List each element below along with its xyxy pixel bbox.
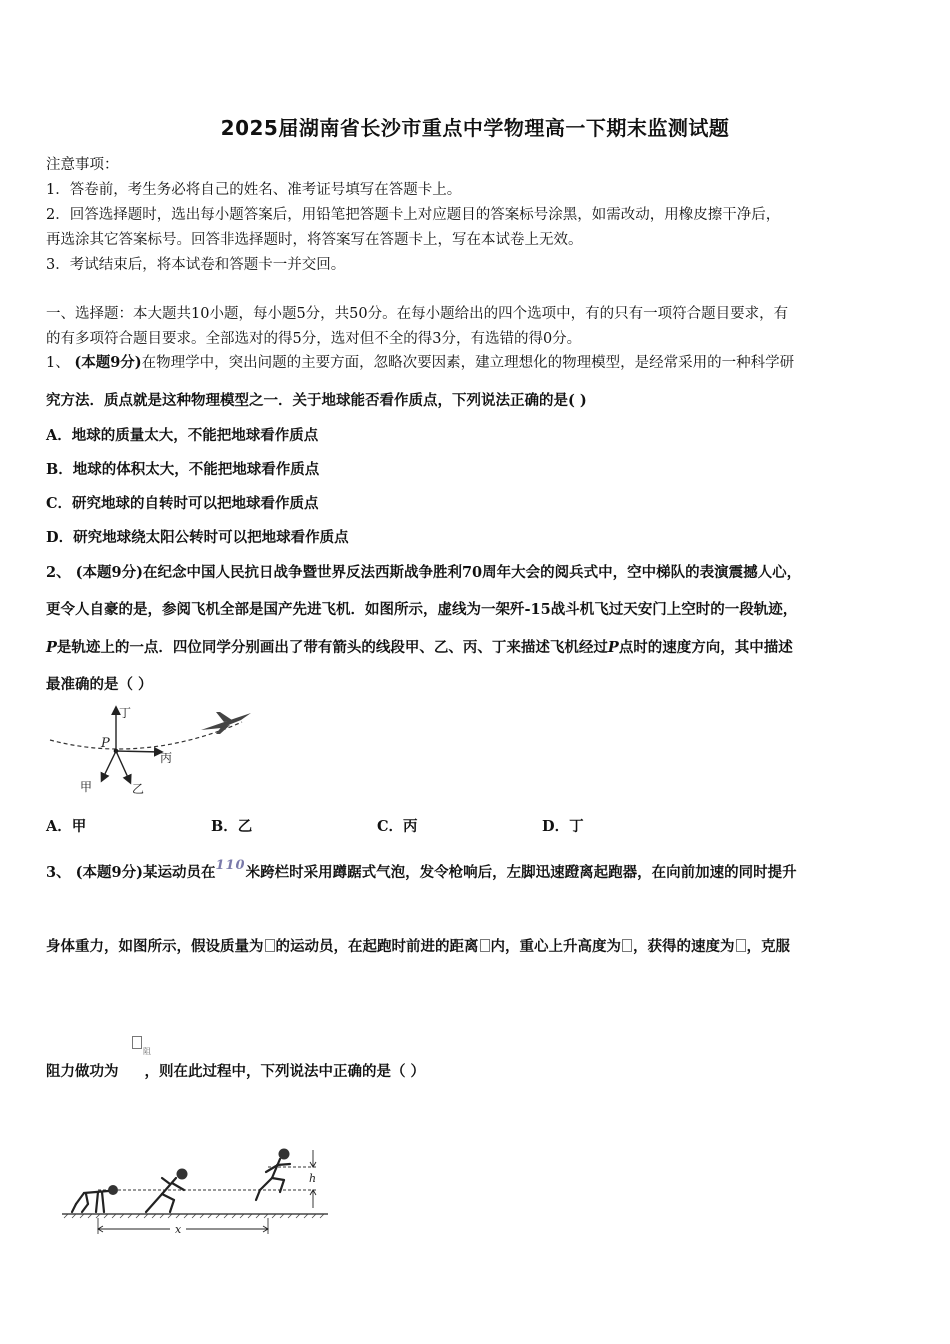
q1-number: 1、 <box>46 355 70 371</box>
section-intro-line: 一、选择题：本大题共10小题，每小题5分，共50分。在每小题给出的四个选项中，有的只有一项符合题目要求，有 <box>46 306 789 322</box>
formula-placeholder-v <box>736 939 746 952</box>
formula-placeholder-w <box>131 1033 151 1056</box>
label-ding: 丁 <box>119 706 132 720</box>
sprinter-crouch <box>72 1185 118 1212</box>
q1-stem-line <box>46 351 794 372</box>
q2-option-b: B．乙 <box>211 818 253 835</box>
section-intro-line: 的有多项符合题目要求。全部选对的得5分，选对但不全的得3分，有选错的得0分。 <box>46 331 582 347</box>
jet-icon <box>201 712 251 734</box>
formula-placeholder-m <box>265 939 275 952</box>
q2-stem-line: P是轨迹上的一点．四位同学分别画出了带有箭头的线段甲、乙、丙、丁来描述飞机经过P点时的速度方向，其中描述 <box>46 639 793 656</box>
q2-stem-line: 最准确的是（ ） <box>46 676 153 693</box>
q2-stem-line: 更令人自豪的是，参阅飞机全部是国产先进飞机．如图所示，虚线为一架歼-15战斗机飞过天安门上空时的一段轨迹， <box>46 601 798 618</box>
notice-item: 再选涂其它答案标号。回答非选择题时，将答案写在答题卡上，写在本试卷上无效。 <box>46 232 583 248</box>
q2-option-c: C．丙 <box>377 818 418 835</box>
label-p: P <box>101 736 110 751</box>
label-yi: 乙 <box>132 782 145 796</box>
sprinter-pushoff <box>146 1169 188 1213</box>
q3-stem-line: 身体重力，如图所示，假设质量为 的运动员，在起跑时前进的距离 内，重心上升高度为 ，获得的速度为 ，克服 <box>46 938 790 955</box>
work-subscript: 阻 <box>143 1047 151 1056</box>
notice-item: 2．回答选择题时，选出每小题答案后，用铅笔把答题卡上对应题目的答案标号涂黑，如需改动，用橡皮擦干净后， <box>46 207 781 223</box>
q3-stem-line: 阻力做功为 ，则在此过程中，下列说法中正确的是（ ） <box>46 1063 426 1080</box>
q2-option-a: A．甲 <box>46 818 87 835</box>
q1-tag: (本题9分) <box>74 354 142 371</box>
arrow-bing <box>116 751 161 752</box>
sprinter-running <box>256 1149 290 1201</box>
label-bing: 丙 <box>160 751 173 765</box>
notice-item: 1．答卷前，考生务必将自己的姓名、准考证号填写在答题卡上。 <box>46 182 462 198</box>
arrow-yi <box>116 751 130 782</box>
notice-heading: 注意事项： <box>46 157 119 173</box>
q1-option-b: B．地球的体积太大，不能把地球看作质点 <box>46 461 320 478</box>
q1-option-c: C．研究地球的自转时可以把地球看作质点 <box>46 495 319 512</box>
q2-option-d: D．丁 <box>542 818 584 835</box>
q2-tag: (本题9分) <box>75 564 143 581</box>
q2-number: 2、 <box>46 564 71 581</box>
formula-placeholder-h <box>622 939 632 952</box>
q3-tag: (本题9分) <box>75 864 143 881</box>
q1-option-d: D．研究地球绕太阳公转时可以把地球看作质点 <box>46 529 349 546</box>
label-jia: 甲 <box>80 780 93 794</box>
q3-distance-number: 110 <box>215 858 246 873</box>
q1-text: 在物理学中，突出问题的主要方面，忽略次要因素，建立理想化的物理模型，是经常采用的一种科学研 <box>141 355 795 371</box>
notice-item: 3．考试结束后，将本试卷和答题卡一并交回。 <box>46 257 346 273</box>
q1-stem-line: 究方法．质点就是这种物理模型之一．关于地球能否看作质点，下列说法正确的是( ) <box>46 392 587 409</box>
formula-placeholder-x <box>480 939 490 952</box>
q3-stem-line: 3、 (本题9分)某运动员在110米跨栏时采用蹲踞式气泡，发令枪响后，左脚迅速蹬离起跑器，在向前加速的同时提升 <box>46 858 797 881</box>
q2-trajectory-figure <box>46 700 261 800</box>
label-h: h <box>309 1172 317 1185</box>
q2-stem-line: 2、 (本题9分)在纪念中国人民抗日战争暨世界反法西斯战争胜利70周年大会的阅兵式中，空中梯队的表演震撼人心， <box>46 564 802 581</box>
q1-option-a: A．地球的质量太大，不能把地球看作质点 <box>46 427 319 444</box>
label-x: x <box>175 1223 182 1236</box>
page-title: 2025届湖南省长沙市重点中学物理高一下期末监测试题 <box>220 116 730 140</box>
q3-sprinter-figure <box>58 1138 333 1238</box>
q3-number: 3、 <box>46 864 71 881</box>
arrow-jia <box>102 751 116 780</box>
